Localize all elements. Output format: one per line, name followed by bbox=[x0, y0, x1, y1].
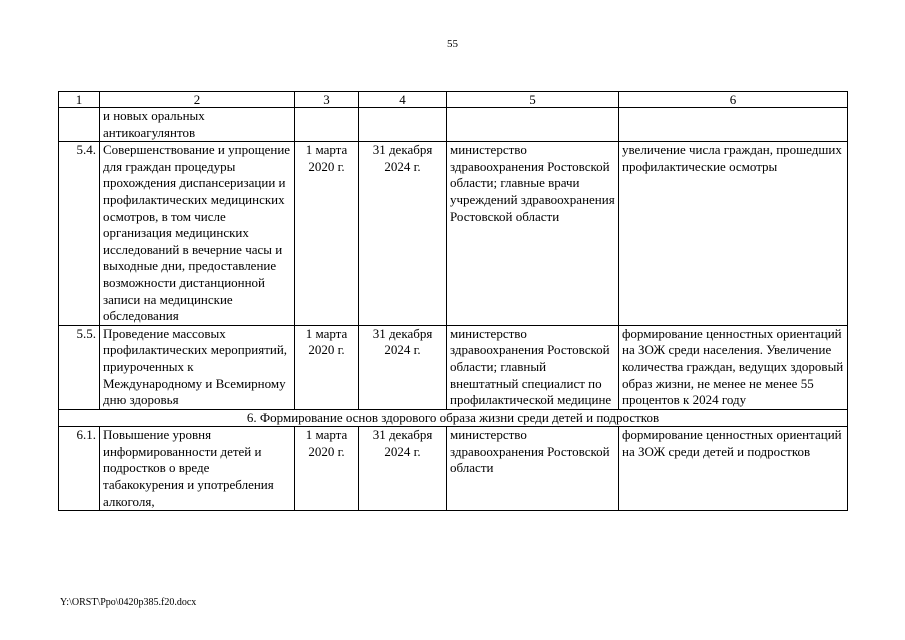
number-cell: 5.4. bbox=[59, 142, 100, 326]
column-header: 5 bbox=[447, 92, 619, 108]
start-date-cell: 1 марта 2020 г. bbox=[295, 142, 359, 326]
end-date-cell: 31 декабря 2024 г. bbox=[359, 325, 447, 409]
number-cell bbox=[59, 108, 100, 142]
responsible-cell: министерство здравоохранения Ростовской области bbox=[447, 427, 619, 511]
result-cell: формирование ценностных ориентаций на ЗОЖ среди детей и подростков bbox=[619, 427, 848, 511]
table-row bbox=[59, 142, 848, 326]
end-date-cell: 31 декабря 2024 г. bbox=[359, 427, 447, 511]
action-cell: Повышение уровня информированности детей и подростков о вреде табакокурения и употребления алкоголя, bbox=[100, 427, 295, 511]
table-row bbox=[59, 325, 848, 409]
start-date-cell: 1 марта 2020 г. bbox=[295, 427, 359, 511]
column-header: 4 bbox=[359, 92, 447, 108]
column-header: 1 bbox=[59, 92, 100, 108]
page-number: 55 bbox=[447, 38, 458, 50]
column-header: 6 bbox=[619, 92, 848, 108]
action-cell: Проведение массовых профилактических мероприятий, приуроченных к Международному и Всемирному дню здоровья bbox=[100, 325, 295, 409]
column-header: 3 bbox=[295, 92, 359, 108]
table-header-row bbox=[59, 92, 848, 108]
section-title: 6. Формирование основ здорового образа жизни среди детей и подростков bbox=[59, 409, 848, 427]
table-row bbox=[59, 427, 848, 511]
result-cell: увеличение числа граждан, прошедших профилактические осмотры bbox=[619, 142, 848, 326]
section-header-row bbox=[59, 409, 848, 427]
responsible-cell: министерство здравоохранения Ростовской области; главный внештатный специалист по профилактической медицине bbox=[447, 325, 619, 409]
result-cell: формирование ценностных ориентаций на ЗОЖ среди населения. Увеличение количества граждан, ведущих здоровый образ жизни, не менее не менее 55 процентов к 2024 году bbox=[619, 325, 848, 409]
end-date-cell: 31 декабря 2024 г. bbox=[359, 142, 447, 326]
responsible-cell: министерство здравоохранения Ростовской области; главные врачи учреждений здравоохранения Ростовской области bbox=[447, 142, 619, 326]
action-cell: Совершенствование и упрощение для граждан процедуры прохождения диспансеризации и профилактических медицинских осмотров, в том числе организация медицинских исследований в вечерние часы и выходные дни, предоставление возможности дистанционной записи на медицинские обследования bbox=[100, 142, 295, 326]
file-path-footer: Y:\ORST\Ppo\0420p385.f20.docx bbox=[60, 597, 197, 608]
number-cell: 6.1. bbox=[59, 427, 100, 511]
table-row-continuation bbox=[59, 108, 848, 142]
start-date-cell: 1 марта 2020 г. bbox=[295, 325, 359, 409]
measures-table bbox=[58, 91, 848, 511]
column-header: 2 bbox=[100, 92, 295, 108]
action-cell: и новых оральных антикоагулянтов bbox=[100, 108, 295, 142]
number-cell: 5.5. bbox=[59, 325, 100, 409]
